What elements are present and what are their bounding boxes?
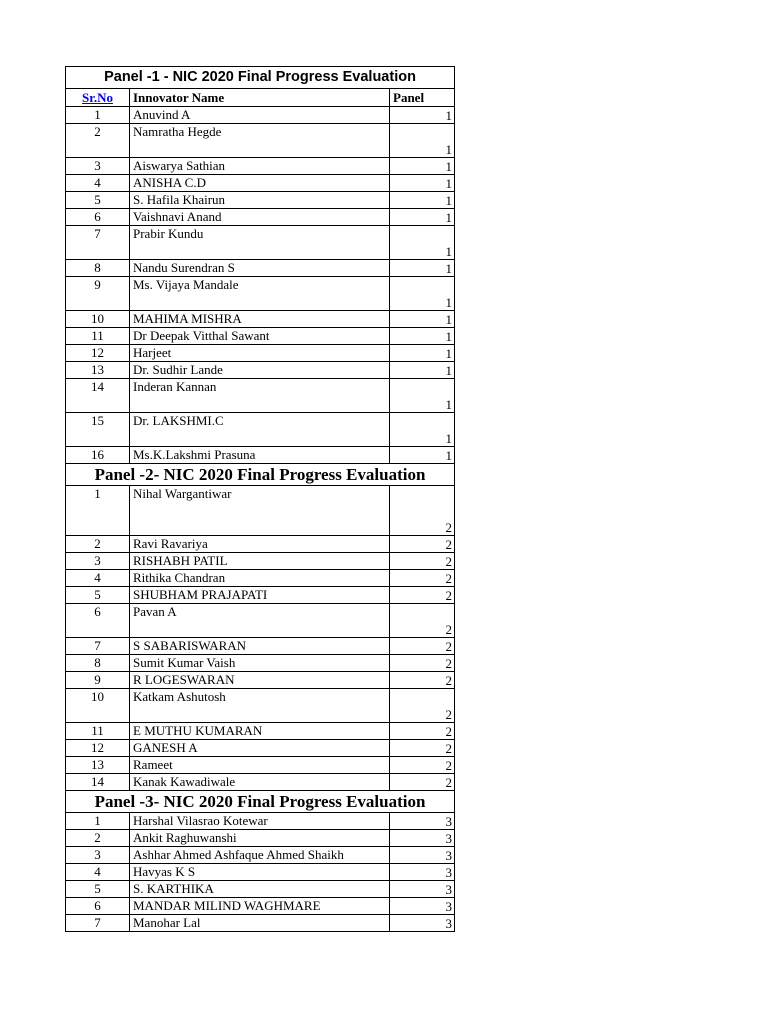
panel-number-cell: 2 [390,570,455,587]
table-row [66,881,455,898]
panel-number-cell: 1 [390,447,455,464]
sr-no-cell: 6 [66,209,130,226]
panel-title-row [66,791,455,813]
innovator-name-cell: Ms. Vijaya Mandale [130,277,390,311]
innovator-name-cell: Pavan A [130,604,390,638]
innovator-name-cell: Rameet [130,757,390,774]
panel-number-cell: 2 [390,774,455,791]
table-row [66,570,455,587]
sr-no-cell: 2 [66,536,130,553]
table-row [66,311,455,328]
panel-number-cell: 2 [390,740,455,757]
panel-number-cell: 1 [390,107,455,124]
sr-no-cell: 7 [66,915,130,932]
sr-no-cell: 3 [66,847,130,864]
table-row [66,740,455,757]
table-row [66,226,455,260]
panel-number-cell: 2 [390,689,455,723]
sr-no-cell: 4 [66,864,130,881]
panel-number-cell: 3 [390,915,455,932]
innovator-name-cell: R LOGESWARAN [130,672,390,689]
innovator-name-cell: GANESH A [130,740,390,757]
panel-number-cell: 1 [390,277,455,311]
panel-number-cell: 1 [390,192,455,209]
sr-no-cell: 16 [66,447,130,464]
table-row [66,124,455,158]
panel-title-row [66,464,455,486]
sr-no-cell: 12 [66,345,130,362]
table-row [66,672,455,689]
innovator-name-cell: Anuvind A [130,107,390,124]
table-row [66,345,455,362]
innovator-name-cell: S SABARISWARAN [130,638,390,655]
table-row [66,447,455,464]
panel-number-cell: 2 [390,655,455,672]
innovator-name-cell: Harjeet [130,345,390,362]
sr-no-cell: 13 [66,757,130,774]
table-row [66,192,455,209]
table-row [66,175,455,192]
innovator-name-cell: Ms.K.Lakshmi Prasuna [130,447,390,464]
table-row [66,774,455,791]
table-row [66,813,455,830]
sr-no-cell: 11 [66,723,130,740]
panel-number-cell: 1 [390,175,455,192]
panel-number-cell: 3 [390,898,455,915]
sr-no-cell: 9 [66,672,130,689]
panel-number-cell: 1 [390,379,455,413]
sr-no-cell: 1 [66,486,130,536]
table-row [66,486,455,536]
panel-number-cell: 2 [390,587,455,604]
innovator-name-cell: Prabir Kundu [130,226,390,260]
panel-number-cell: 2 [390,757,455,774]
table-row [66,864,455,881]
table-row [66,898,455,915]
table-row [66,209,455,226]
innovator-name-cell: E MUTHU KUMARAN [130,723,390,740]
innovator-name-cell: Inderan Kannan [130,379,390,413]
panel-title: Panel -2- NIC 2020 Final Progress Evaluation [66,464,455,486]
sr-no-cell: 15 [66,413,130,447]
sr-no-cell: 6 [66,898,130,915]
table-row [66,260,455,277]
sr-no-cell: 11 [66,328,130,345]
innovator-name-cell: Ravi Ravariya [130,536,390,553]
panel-number-cell: 2 [390,672,455,689]
evaluation-table [65,66,455,932]
panel-number-cell: 2 [390,486,455,536]
panel-number-cell: 2 [390,553,455,570]
innovator-name-cell: Ashhar Ahmed Ashfaque Ahmed Shaikh [130,847,390,864]
innovator-name-cell: Manohar Lal [130,915,390,932]
innovator-name-cell: Kanak Kawadiwale [130,774,390,791]
innovator-name-cell: Dr. Sudhir Lande [130,362,390,379]
table-row [66,723,455,740]
panel-title: Panel -3- NIC 2020 Final Progress Evaluation [66,791,455,813]
table-row [66,553,455,570]
sr-no-cell: 10 [66,311,130,328]
sr-no-cell: 2 [66,830,130,847]
panel-title: Panel -1 - NIC 2020 Final Progress Evaluation [66,67,455,89]
innovator-name-cell: Namratha Hegde [130,124,390,158]
panel-number-cell: 1 [390,260,455,277]
sr-no-cell: 14 [66,774,130,791]
table-row [66,847,455,864]
panel-number-cell: 1 [390,124,455,158]
innovator-name-cell: Vaishnavi Anand [130,209,390,226]
sr-no-cell: 14 [66,379,130,413]
innovator-name-cell: Havyas K S [130,864,390,881]
table-row [66,107,455,124]
table-row [66,158,455,175]
panel-number-cell: 3 [390,847,455,864]
panel-title-row [66,67,455,89]
panel-number-cell: 1 [390,226,455,260]
table-row [66,757,455,774]
sr-no-cell: 4 [66,570,130,587]
panel-number-cell: 3 [390,830,455,847]
innovator-name-cell: Nandu Surendran S [130,260,390,277]
column-header-innovator-name: Innovator Name [130,89,390,107]
sr-no-cell: 5 [66,192,130,209]
panel-number-cell: 2 [390,638,455,655]
sr-no-cell: 8 [66,655,130,672]
innovator-name-cell: S. Hafila Khairun [130,192,390,209]
innovator-name-cell: Nihal Wargantiwar [130,486,390,536]
panel-number-cell: 1 [390,345,455,362]
table-row [66,413,455,447]
table-row [66,915,455,932]
table-row [66,655,455,672]
panel-number-cell: 2 [390,536,455,553]
innovator-name-cell: Rithika Chandran [130,570,390,587]
innovator-name-cell: Dr Deepak Vitthal Sawant [130,328,390,345]
panel-number-cell: 1 [390,362,455,379]
table-row [66,587,455,604]
table-row [66,362,455,379]
sr-no-cell: 6 [66,604,130,638]
table-row [66,379,455,413]
evaluation-table-body [66,67,455,932]
sr-no-cell: 2 [66,124,130,158]
sr-no-cell: 1 [66,813,130,830]
column-header-sr-no[interactable] [66,89,130,107]
sr-no-cell: 7 [66,226,130,260]
panel-number-cell: 1 [390,209,455,226]
panel-number-cell: 3 [390,881,455,898]
sr-no-cell: 1 [66,107,130,124]
innovator-name-cell: RISHABH PATIL [130,553,390,570]
sr-no-cell: 5 [66,881,130,898]
innovator-name-cell: Dr. LAKSHMI.C [130,413,390,447]
panel-number-cell: 2 [390,723,455,740]
panel-number-cell: 3 [390,864,455,881]
innovator-name-cell: SHUBHAM PRAJAPATI [130,587,390,604]
innovator-name-cell: Harshal Vilasrao Kotewar [130,813,390,830]
panel-number-cell: 1 [390,413,455,447]
sr-no-cell: 5 [66,587,130,604]
innovator-name-cell: Ankit Raghuwanshi [130,830,390,847]
panel-number-cell: 1 [390,311,455,328]
table-row [66,328,455,345]
panel-number-cell: 1 [390,328,455,345]
table-row [66,830,455,847]
table-row [66,638,455,655]
sr-no-cell: 3 [66,553,130,570]
innovator-name-cell: ANISHA C.D [130,175,390,192]
sr-no-cell: 4 [66,175,130,192]
sr-no-cell: 9 [66,277,130,311]
innovator-name-cell: S. KARTHIKA [130,881,390,898]
panel-number-cell: 3 [390,813,455,830]
column-header-panel: Panel [390,89,455,107]
sr-no-cell: 7 [66,638,130,655]
table-row [66,604,455,638]
table-row [66,536,455,553]
innovator-name-cell: MAHIMA MISHRA [130,311,390,328]
table-row [66,277,455,311]
sr-no-cell: 10 [66,689,130,723]
column-header-row [66,89,455,107]
sr-no-cell: 8 [66,260,130,277]
sr-no-link[interactable]: Sr.No [82,90,113,105]
innovator-name-cell: MANDAR MILIND WAGHMARE [130,898,390,915]
panel-number-cell: 1 [390,158,455,175]
innovator-name-cell: Sumit Kumar Vaish [130,655,390,672]
panel-number-cell: 2 [390,604,455,638]
innovator-name-cell: Katkam Ashutosh [130,689,390,723]
sr-no-cell: 3 [66,158,130,175]
table-row [66,689,455,723]
sr-no-cell: 12 [66,740,130,757]
sr-no-cell: 13 [66,362,130,379]
innovator-name-cell: Aiswarya Sathian [130,158,390,175]
